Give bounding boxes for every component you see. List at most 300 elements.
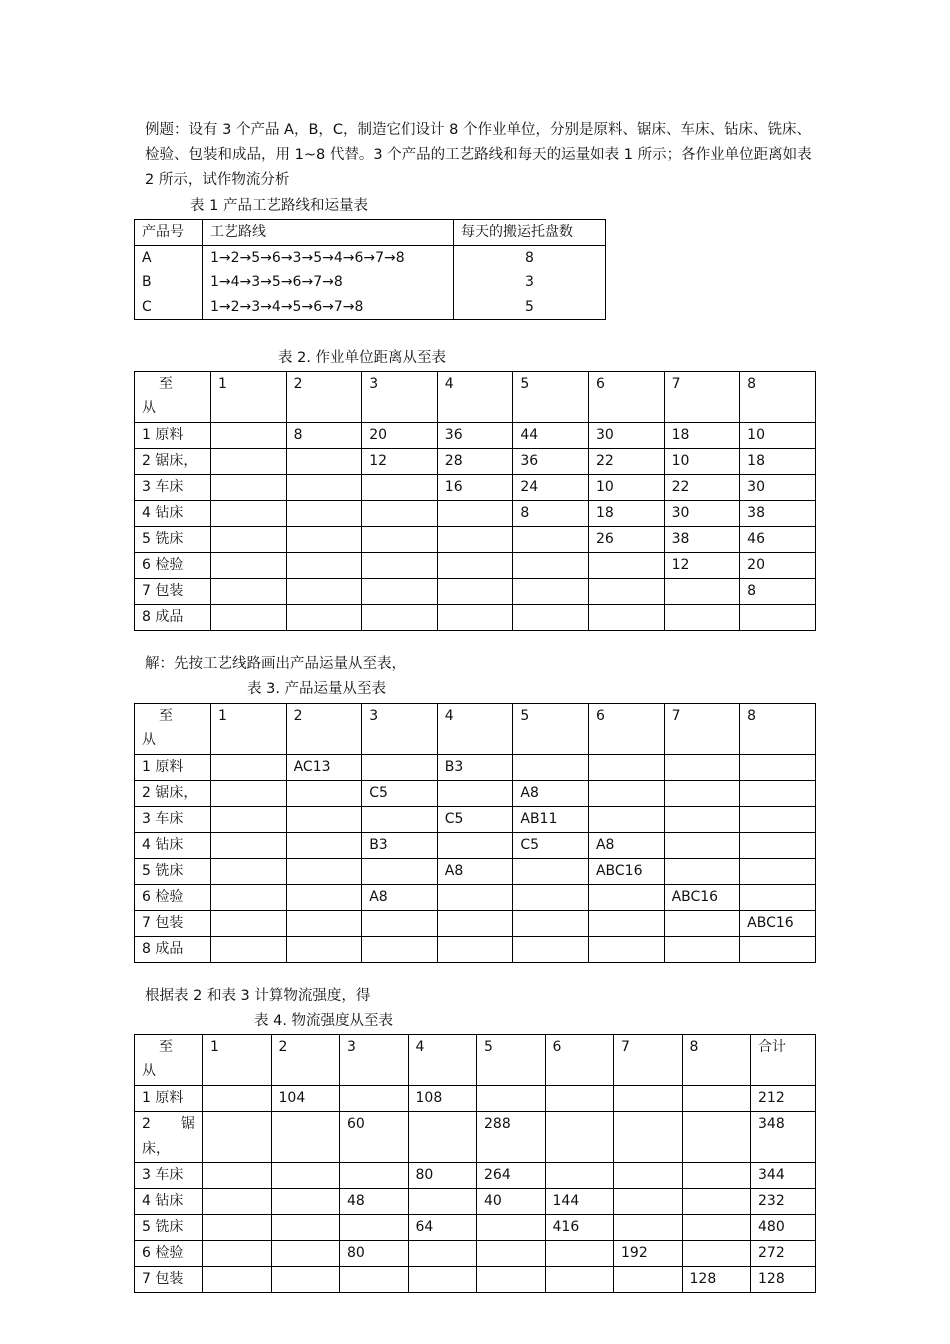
table-row <box>135 1241 816 1267</box>
table-cell <box>286 449 362 475</box>
table-cell <box>614 1112 683 1163</box>
table-row-label: 5 铣床 <box>135 859 211 885</box>
table-column-header: 4 <box>437 704 513 755</box>
table-cell: 192 <box>614 1241 683 1267</box>
table-cell <box>477 1241 546 1267</box>
table-cell: 3 <box>454 270 606 295</box>
table-corner-cell <box>135 372 211 423</box>
table-row-label: 8 成品 <box>135 605 211 631</box>
table-column-header: 6 <box>545 1035 614 1086</box>
table-cell: 1→2→3→4→5→6→7→8 <box>203 295 454 320</box>
table-cell <box>211 807 287 833</box>
table-cell: 48 <box>340 1189 409 1215</box>
table-cell: 24 <box>513 475 589 501</box>
table-cell <box>286 937 362 963</box>
table-cell: A8 <box>362 885 438 911</box>
table-cell: 10 <box>588 475 664 501</box>
table-cell <box>545 1112 614 1163</box>
table-cell: 104 <box>271 1086 340 1112</box>
table-cell <box>545 1241 614 1267</box>
table-cell <box>513 527 589 553</box>
table-cell: 30 <box>664 501 740 527</box>
table-row <box>135 501 816 527</box>
table-row <box>135 1215 816 1241</box>
table-cell <box>211 859 287 885</box>
table-cell <box>286 833 362 859</box>
table-cell <box>740 755 816 781</box>
table-header-cell: 工艺路线 <box>203 220 454 246</box>
table-cell: 212 <box>751 1086 816 1112</box>
table-cell: 36 <box>437 423 513 449</box>
table-cell <box>271 1189 340 1215</box>
table-cell <box>614 1215 683 1241</box>
table-column-header: 1 <box>211 372 287 423</box>
table-cell <box>211 605 287 631</box>
table-cell: 18 <box>740 449 816 475</box>
table-cell: 16 <box>437 475 513 501</box>
table-cell <box>286 885 362 911</box>
table-cell <box>545 1267 614 1293</box>
table-cell <box>682 1163 751 1189</box>
table-row-label: 4 钻床 <box>135 501 211 527</box>
table-row-label: 2 锯床， <box>135 781 211 807</box>
table-cell: B3 <box>437 755 513 781</box>
table-cell: B <box>135 270 203 295</box>
table-row-label: 2 锯床， <box>135 449 211 475</box>
table-cell <box>203 1189 272 1215</box>
table-row <box>135 423 816 449</box>
table-column-header: 7 <box>614 1035 683 1086</box>
table-cell <box>211 553 287 579</box>
table-cell: 40 <box>477 1189 546 1215</box>
table-cell <box>740 605 816 631</box>
table-cell: 272 <box>751 1241 816 1267</box>
table-cell: 18 <box>588 501 664 527</box>
table-cell: 64 <box>408 1215 477 1241</box>
table-header-cell: 产品号 <box>135 220 203 246</box>
table-row <box>135 579 816 605</box>
table3-caption: 表 3. 产品运量从至表 <box>247 681 387 697</box>
table-cell <box>437 553 513 579</box>
solution-line: 解：先按工艺线路画出产品运量从至表， <box>145 656 406 672</box>
table-cell <box>362 755 438 781</box>
table-cell <box>211 885 287 911</box>
corner-from-label: 从 <box>142 732 156 748</box>
table-cell: 348 <box>751 1112 816 1163</box>
table-cell <box>211 449 287 475</box>
table-row-label: 6 检验 <box>135 1241 203 1267</box>
table-cell <box>211 937 287 963</box>
table-row <box>135 807 816 833</box>
table1-caption: 表 1 产品工艺路线和运量表 <box>190 198 368 214</box>
table-cell <box>362 911 438 937</box>
table-cell <box>408 1189 477 1215</box>
table-column-header: 3 <box>362 372 438 423</box>
table-cell <box>664 911 740 937</box>
table-cell <box>513 579 589 605</box>
table-row-label: 1 原料 <box>135 1086 203 1112</box>
table-column-header: 8 <box>682 1035 751 1086</box>
table-header-row <box>135 372 816 423</box>
table-row <box>135 449 816 475</box>
table-cell: 144 <box>545 1189 614 1215</box>
table-row <box>135 1086 816 1112</box>
table-cell <box>545 1163 614 1189</box>
table-cell <box>477 1267 546 1293</box>
table-cell <box>340 1086 409 1112</box>
table-row-label: 4 钻床 <box>135 1189 203 1215</box>
table-cell <box>588 807 664 833</box>
table-row <box>135 833 816 859</box>
table-row-label: 4 钻床 <box>135 833 211 859</box>
table-cell <box>437 781 513 807</box>
table-cell <box>211 911 287 937</box>
table-cell <box>271 1215 340 1241</box>
table-row-label: 3 车床 <box>135 1163 203 1189</box>
table-cell <box>408 1112 477 1163</box>
table-row-label: 6 检验 <box>135 885 211 911</box>
corner-from-label: 从 <box>142 1063 156 1079</box>
table-cell <box>271 1267 340 1293</box>
table-row-label: 7 包装 <box>135 911 211 937</box>
table-cell: 128 <box>751 1267 816 1293</box>
table-cell <box>211 781 287 807</box>
table-cell <box>437 911 513 937</box>
table-cell: 1→4→3→5→6→7→8 <box>203 270 454 295</box>
table-cell <box>682 1086 751 1112</box>
table-row <box>135 937 816 963</box>
corner-to-label: 至 <box>159 376 173 392</box>
table-cell: 30 <box>740 475 816 501</box>
table-cell: AB11 <box>513 807 589 833</box>
row-label-line: 床， <box>142 1141 170 1157</box>
table-cell: 344 <box>751 1163 816 1189</box>
table-column-header: 2 <box>286 372 362 423</box>
table-column-header: 2 <box>271 1035 340 1086</box>
table-column-header: 5 <box>477 1035 546 1086</box>
table-column-header: 5 <box>513 704 589 755</box>
table-cell: 28 <box>437 449 513 475</box>
table-cell: 128 <box>682 1267 751 1293</box>
table-cell <box>614 1189 683 1215</box>
table-cell <box>588 937 664 963</box>
table-cell <box>211 501 287 527</box>
table-cell <box>211 527 287 553</box>
table-cell <box>664 755 740 781</box>
table-cell: ABC16 <box>740 911 816 937</box>
corner-to-label: 至 <box>159 1039 173 1055</box>
table-row <box>135 1112 816 1163</box>
table-cell <box>203 1241 272 1267</box>
table-cell <box>664 859 740 885</box>
calc-line: 根据表 2 和表 3 计算物流强度，得 <box>145 988 371 1004</box>
table-cell <box>271 1163 340 1189</box>
table-cell <box>203 1086 272 1112</box>
table-cell: A8 <box>588 833 664 859</box>
table-cell <box>588 605 664 631</box>
table-cell <box>477 1215 546 1241</box>
table-cell <box>513 755 589 781</box>
table4-flow-intensity-matrix <box>134 1034 816 1293</box>
table-cell <box>437 833 513 859</box>
table-cell <box>545 1086 614 1112</box>
table-row-label: 7 包装 <box>135 1267 203 1293</box>
table-column-header: 7 <box>664 372 740 423</box>
table-cell: 22 <box>664 475 740 501</box>
table-cell <box>362 807 438 833</box>
table-header-cell: 每天的搬运托盘数 <box>454 220 606 246</box>
table-cell: 60 <box>340 1112 409 1163</box>
table-row-label: 8 成品 <box>135 937 211 963</box>
table4-caption: 表 4. 物流强度从至表 <box>254 1013 394 1029</box>
table-row <box>135 911 816 937</box>
table-cell <box>664 937 740 963</box>
table-cell <box>362 859 438 885</box>
table-cell: 80 <box>340 1241 409 1267</box>
table-cell <box>740 859 816 885</box>
table-cell <box>211 579 287 605</box>
table-row <box>135 1189 816 1215</box>
table-cell <box>437 937 513 963</box>
table-cell <box>682 1215 751 1241</box>
table-cell <box>362 527 438 553</box>
table-cell: 8 <box>740 579 816 605</box>
table-cell <box>408 1241 477 1267</box>
table-column-header: 2 <box>286 704 362 755</box>
table-cell <box>211 755 287 781</box>
table-row <box>135 781 816 807</box>
table-cell <box>437 501 513 527</box>
table-column-header: 4 <box>437 372 513 423</box>
table-cell <box>664 605 740 631</box>
table-row <box>135 885 816 911</box>
table-column-header: 8 <box>740 704 816 755</box>
table-column-header: 6 <box>588 704 664 755</box>
table-cell: AC13 <box>286 755 362 781</box>
table-row-label: 1 原料 <box>135 423 211 449</box>
table-column-header: 8 <box>740 372 816 423</box>
table-row <box>135 755 816 781</box>
table-cell: C5 <box>513 833 589 859</box>
table-row <box>135 245 606 270</box>
table-cell: 5 <box>454 295 606 320</box>
table-cell: 12 <box>362 449 438 475</box>
table-cell <box>286 527 362 553</box>
table-cell <box>362 475 438 501</box>
table-cell: 46 <box>740 527 816 553</box>
table-row-label: 5 铣床 <box>135 527 211 553</box>
table-cell: 416 <box>545 1215 614 1241</box>
table-cell <box>362 937 438 963</box>
table-cell <box>614 1267 683 1293</box>
table-cell <box>588 755 664 781</box>
table-cell: 38 <box>740 501 816 527</box>
table-cell <box>203 1215 272 1241</box>
table-cell: C5 <box>362 781 438 807</box>
table-column-header: 1 <box>203 1035 272 1086</box>
table-column-header: 7 <box>664 704 740 755</box>
table-cell: 8 <box>454 245 606 270</box>
table-cell: 1→2→5→6→3→5→4→6→7→8 <box>203 245 454 270</box>
table-cell <box>286 553 362 579</box>
table-cell <box>588 579 664 605</box>
table-corner-cell <box>135 704 211 755</box>
table-cell <box>513 911 589 937</box>
table-cell <box>286 859 362 885</box>
table-column-header: 3 <box>362 704 438 755</box>
table-row-label: 6 检验 <box>135 553 211 579</box>
table-cell: ABC16 <box>588 859 664 885</box>
table-row-label: 3 车床 <box>135 475 211 501</box>
table-cell <box>286 501 362 527</box>
table-cell <box>286 475 362 501</box>
table-cell <box>614 1086 683 1112</box>
table-cell: B3 <box>362 833 438 859</box>
table-cell: 108 <box>408 1086 477 1112</box>
table-cell <box>340 1163 409 1189</box>
table-cell <box>203 1163 272 1189</box>
table-cell: 26 <box>588 527 664 553</box>
table-cell <box>408 1267 477 1293</box>
table-header-row <box>135 704 816 755</box>
table-cell <box>286 807 362 833</box>
table-cell <box>437 605 513 631</box>
table-cell <box>588 553 664 579</box>
row-label-part: 2 <box>142 1116 151 1132</box>
table-cell <box>664 833 740 859</box>
table-row <box>135 1163 816 1189</box>
table-cell <box>286 911 362 937</box>
corner-from-label: 从 <box>142 400 156 416</box>
table-cell <box>588 781 664 807</box>
intro-paragraph: 例题：设有 3 个产品 A，B，C，制造它们设计 8 个作业单位，分别是原料、锯床、车床、钻床、铣床、检验、包装和成品，用 1~8 代替。3 个产品的工艺路线和每天的运量如表 1 所示；各作业单位距离如表 2 所示，试作物流分析 <box>145 122 812 188</box>
table-cell: 8 <box>286 423 362 449</box>
row-label-line <box>142 1112 195 1137</box>
table-cell <box>271 1241 340 1267</box>
table-cell <box>513 553 589 579</box>
table-cell <box>437 885 513 911</box>
table-cell: 38 <box>664 527 740 553</box>
table-cell <box>588 911 664 937</box>
table-cell <box>211 475 287 501</box>
table-cell <box>211 423 287 449</box>
table-cell <box>362 501 438 527</box>
table-cell <box>477 1086 546 1112</box>
table-cell <box>664 781 740 807</box>
table2-caption: 表 2. 作业单位距离从至表 <box>278 350 447 366</box>
table-cell <box>682 1189 751 1215</box>
table-cell <box>664 579 740 605</box>
table-row <box>135 270 606 295</box>
table-cell <box>513 937 589 963</box>
table-column-header: 6 <box>588 372 664 423</box>
table-cell <box>740 937 816 963</box>
table-cell <box>362 579 438 605</box>
table-cell <box>437 527 513 553</box>
table-cell <box>271 1112 340 1163</box>
table-row-label <box>135 1112 203 1163</box>
table3-volume-matrix <box>134 703 816 963</box>
table-cell: C <box>135 295 203 320</box>
table-cell: 264 <box>477 1163 546 1189</box>
table-cell: 12 <box>664 553 740 579</box>
table-cell: 18 <box>664 423 740 449</box>
table-cell <box>286 781 362 807</box>
table-row-label: 5 铣床 <box>135 1215 203 1241</box>
table-row <box>135 220 606 246</box>
table-cell: C5 <box>437 807 513 833</box>
table-cell <box>340 1215 409 1241</box>
table-cell <box>740 781 816 807</box>
table-cell <box>682 1112 751 1163</box>
table-cell <box>437 579 513 605</box>
table-row <box>135 1267 816 1293</box>
table-row-label: 1 原料 <box>135 755 211 781</box>
table-cell: 36 <box>513 449 589 475</box>
table-cell <box>513 859 589 885</box>
table-cell: 10 <box>740 423 816 449</box>
table-row <box>135 295 606 320</box>
table-cell <box>286 605 362 631</box>
table2-distance-matrix <box>134 371 816 631</box>
table-column-header: 合计 <box>751 1035 816 1086</box>
table-cell <box>362 605 438 631</box>
table-cell: 20 <box>362 423 438 449</box>
table-cell <box>513 605 589 631</box>
corner-to-label: 至 <box>159 708 173 724</box>
table-cell: 20 <box>740 553 816 579</box>
table-row <box>135 605 816 631</box>
table-column-header: 3 <box>340 1035 409 1086</box>
table-row <box>135 475 816 501</box>
table-cell: A8 <box>437 859 513 885</box>
table-row <box>135 527 816 553</box>
table-header-row <box>135 1035 816 1086</box>
table-row-label: 7 包装 <box>135 579 211 605</box>
table-row <box>135 859 816 885</box>
table-cell: 10 <box>664 449 740 475</box>
table-column-header: 1 <box>211 704 287 755</box>
table-cell: 22 <box>588 449 664 475</box>
table-column-header: 5 <box>513 372 589 423</box>
table-cell <box>513 885 589 911</box>
table-cell: 80 <box>408 1163 477 1189</box>
table-cell <box>740 833 816 859</box>
table-row-label: 3 车床 <box>135 807 211 833</box>
table-cell: 44 <box>513 423 589 449</box>
table-cell: A8 <box>513 781 589 807</box>
table-cell: 30 <box>588 423 664 449</box>
row-label-part: 锯 <box>181 1116 195 1132</box>
table-cell <box>203 1267 272 1293</box>
table-cell: ABC16 <box>664 885 740 911</box>
table-cell: 8 <box>513 501 589 527</box>
table-cell <box>740 807 816 833</box>
table-cell <box>682 1241 751 1267</box>
table-cell: A <box>135 245 203 270</box>
table-cell <box>340 1267 409 1293</box>
table1-process-routes <box>134 219 606 320</box>
table-cell <box>203 1112 272 1163</box>
table-row <box>135 553 816 579</box>
table-cell <box>614 1163 683 1189</box>
table-cell: 232 <box>751 1189 816 1215</box>
table-cell <box>211 833 287 859</box>
table-cell <box>362 553 438 579</box>
table-cell <box>588 885 664 911</box>
table-cell <box>664 807 740 833</box>
table-cell <box>286 579 362 605</box>
